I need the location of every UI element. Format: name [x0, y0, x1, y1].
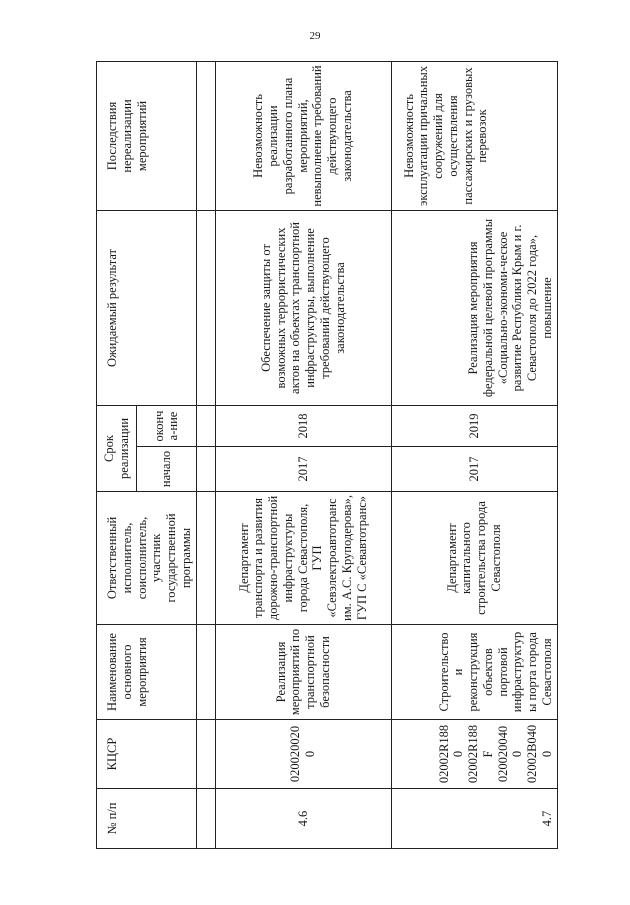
row-executor: Департамент капитального строительства города Севастополя	[391, 492, 557, 625]
row-result: Реализация мероприятия федеральной целевой программы «Социально-экономи-ческое развитие Республики Крым и г. Севастополя до 2022 года», повышение	[466, 218, 554, 398]
header-executor: Ответственный исполнитель, соисполнитель, участник государственной программы	[97, 492, 197, 625]
row-end: 2018	[215, 405, 391, 446]
header-row	[97, 61, 137, 848]
row-name: Строительство и реконструкция объектов портовой инфраструктуры порта города Севастополя	[391, 625, 557, 720]
header-name: Наименование основного мероприятия	[97, 625, 197, 720]
program-measures-table	[96, 61, 558, 849]
header-term-start: начало	[137, 447, 196, 492]
header-term-end: оконча-ние	[137, 405, 196, 446]
row-kcsr: 0200200200	[215, 720, 391, 789]
header-term: Срок реализации	[97, 405, 137, 491]
table-row	[215, 61, 391, 848]
row-end: 2019	[391, 405, 557, 446]
column-number-row	[196, 61, 215, 848]
row-result: Обеспечение защиты от возможных террористических актов на объектах транспортной инфраструктуры, выполнение требований действующего законодательства	[215, 210, 391, 405]
header-kcsr: КЦСР	[97, 720, 197, 789]
header-result: Ожидаемый результат	[97, 210, 197, 405]
row-start: 2017	[215, 447, 391, 492]
row-num: 4.6	[215, 789, 391, 849]
row-consequences: Невозможность эксплуатации причальных сооружений для осуществления пассажирских и грузовых перевозок	[391, 61, 557, 210]
header-num: № п/п	[97, 789, 197, 849]
table-row	[391, 61, 557, 848]
page-number: 29	[309, 30, 321, 42]
row-num: 4.7	[391, 789, 557, 849]
row-kcsr: 02002R1880 02002R188F 0200200400 02002B0400	[391, 720, 557, 789]
row-consequences: Невозможность реализации разработанного плана мероприятий, невыполнение требований действующего законодательства	[215, 61, 391, 210]
row-name: Реализация мероприятий по транспортной безопасности	[215, 625, 391, 720]
row-executor: Департамент транспорта и развития дорожно-транспортной инфраструктуры города Севастополя, ГУП «Севэлектроавтотранс им. А.С. Круподерова», ГУП С «Севавтотранс»	[215, 492, 391, 625]
row-start: 2017	[391, 447, 557, 492]
rotated-table-container	[96, 62, 554, 849]
header-consequences: Последствия нереализации мероприятий	[97, 61, 197, 210]
